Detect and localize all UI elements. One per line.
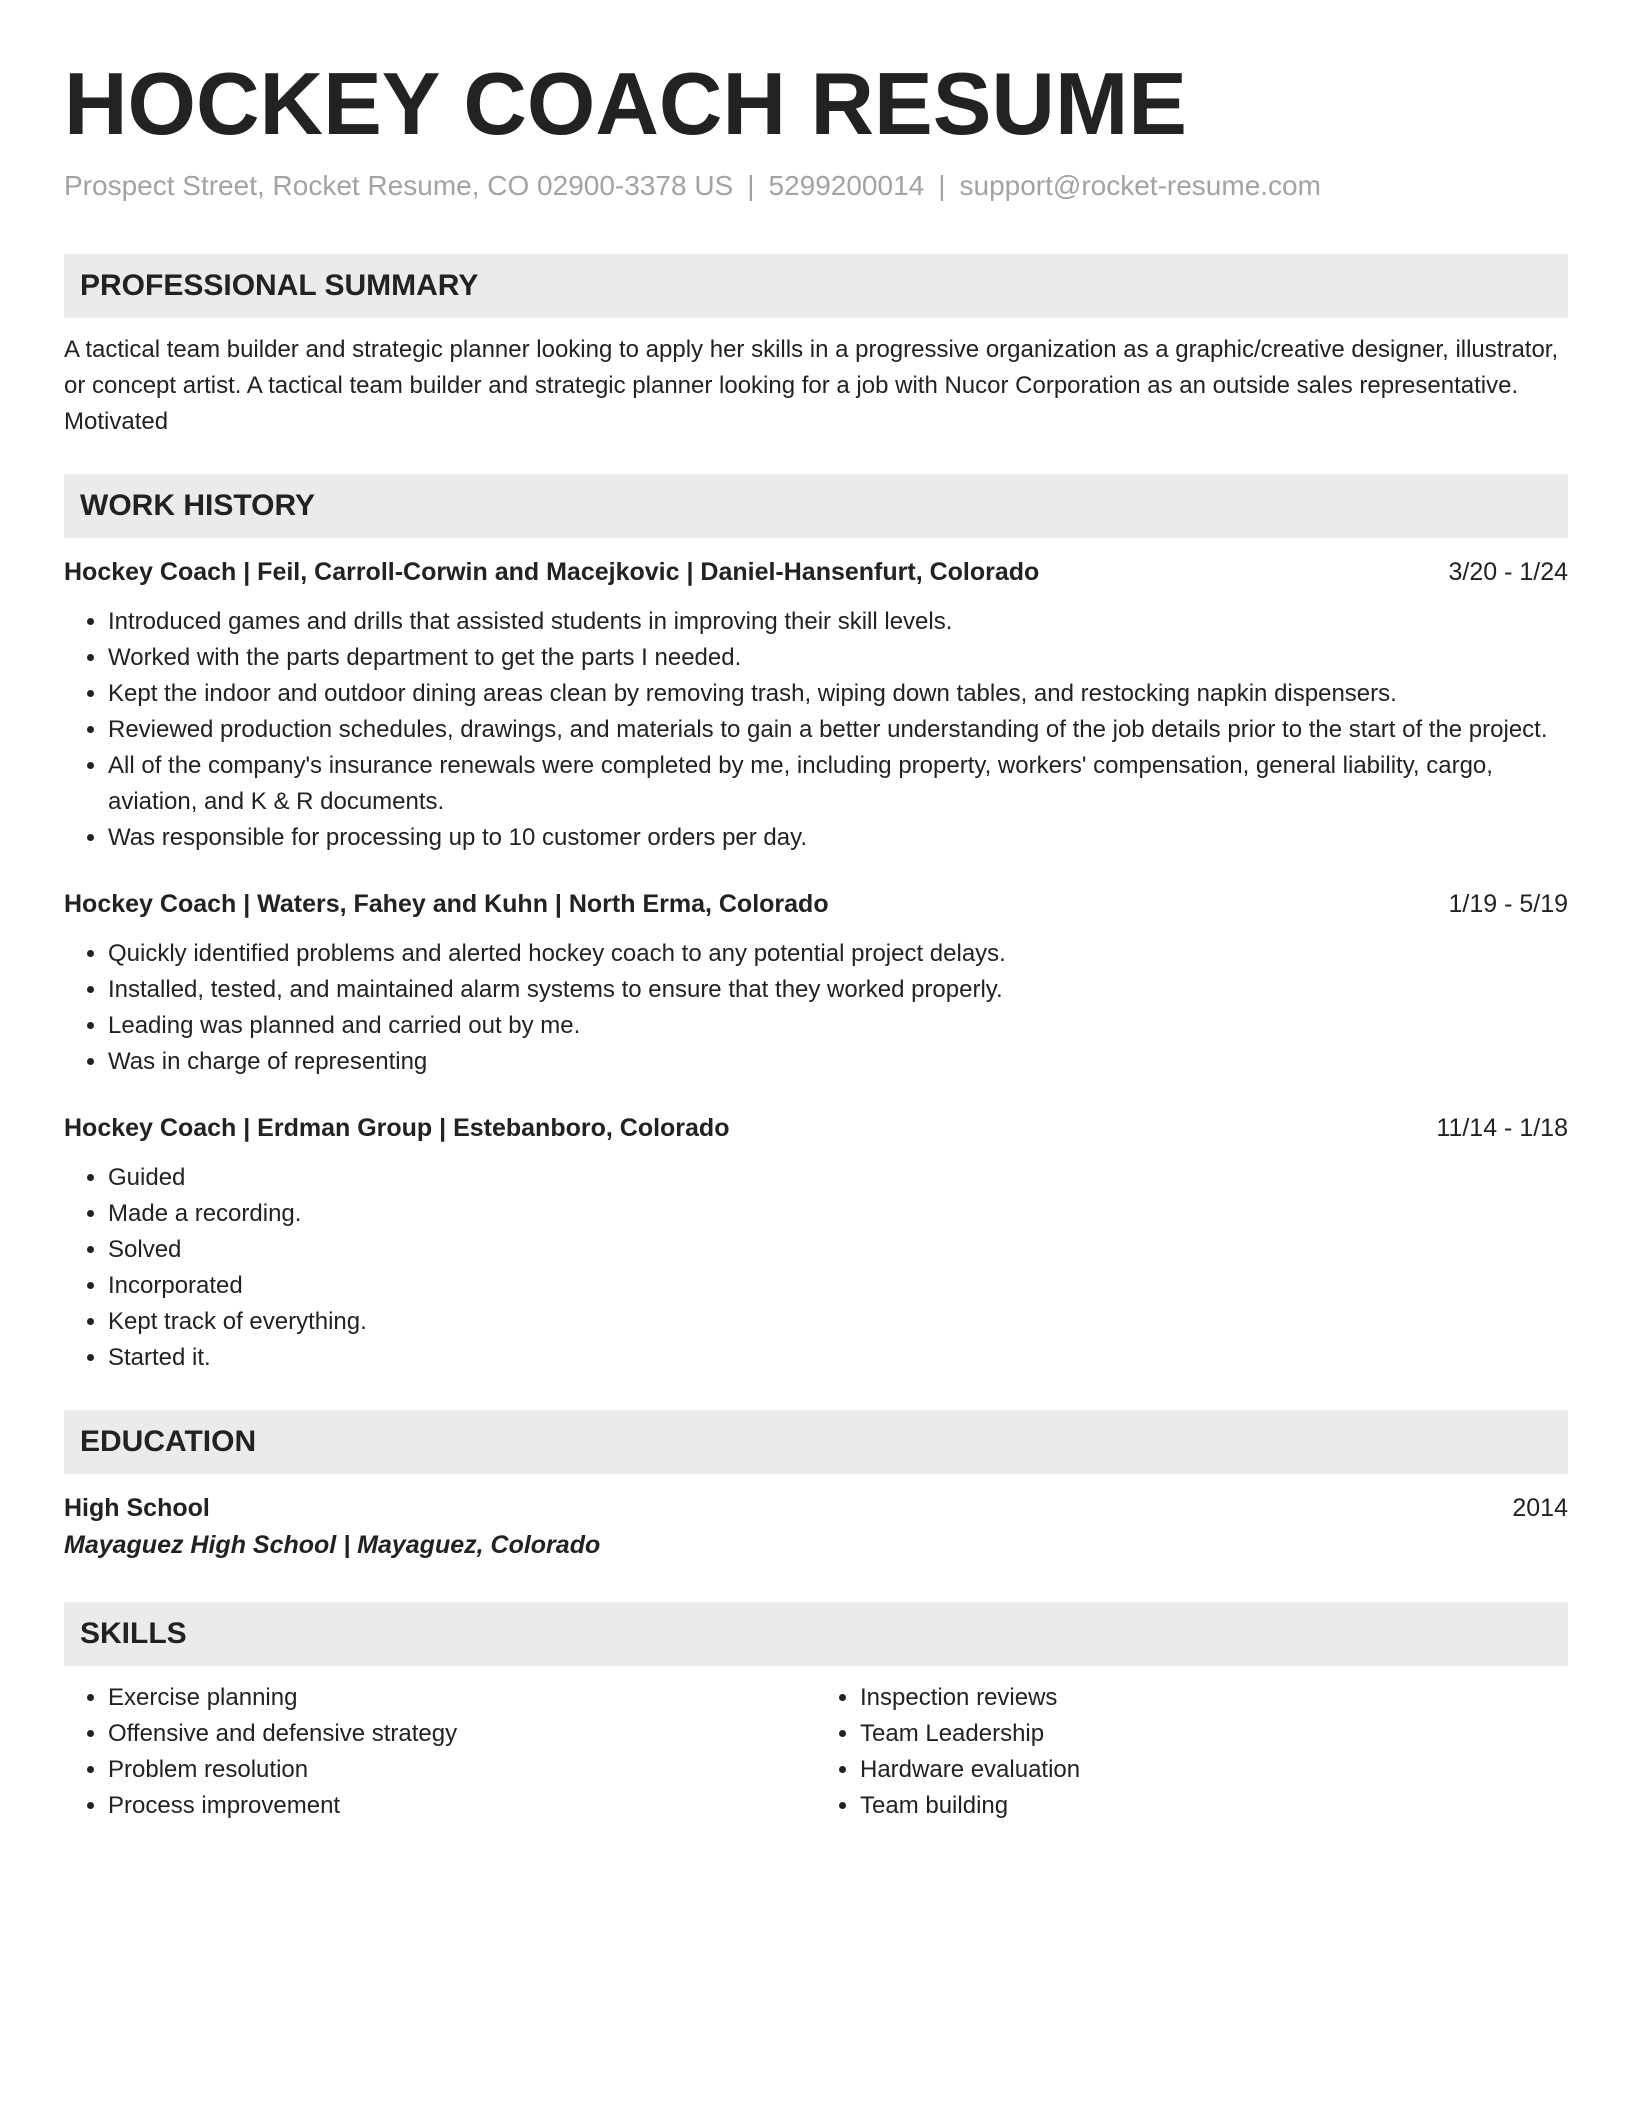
education-school: Mayaguez High School | Mayaguez, Colorado: [64, 1531, 601, 1559]
job-title: Hockey Coach | Feil, Carroll-Corwin and Macejkovic | Daniel-Hansenfurt, Colorado: [64, 558, 1040, 586]
skills-column-left: [64, 1680, 816, 1824]
skills-list: [64, 1680, 816, 1824]
job-bullet: • Kept the indoor and outdoor dining areas clean by removing trash, wiping down tables, and restocking napkin dispensers.: [108, 676, 1568, 712]
job-bullet: • Quickly identified problems and alerted hockey coach to any potential project delays.: [108, 936, 1568, 972]
contact-address: Prospect Street, Rocket Resume, CO 02900-3378 US: [64, 170, 734, 201]
job-title: Hockey Coach | Erdman Group | Estebanboro, Colorado: [64, 1114, 730, 1142]
skills-grid: [64, 1680, 1568, 1824]
job-bullet: • Worked with the parts department to get the parts I needed.: [108, 640, 1568, 676]
job-bullet: • Installed, tested, and maintained alarm systems to ensure that they worked properly.: [108, 972, 1568, 1008]
skill-item: • Process improvement: [108, 1788, 816, 1824]
skill-item: • Team Leadership: [860, 1716, 1568, 1752]
job-heading: [64, 886, 1568, 922]
skill-item: • Exercise planning: [108, 1680, 816, 1716]
job-entry: [64, 554, 1568, 856]
job-dates: 1/19 - 5/19: [1448, 890, 1568, 918]
education-year: 2014: [1512, 1494, 1568, 1522]
skill-item: • Team building: [860, 1788, 1568, 1824]
section-header-work-history: WORK HISTORY: [64, 474, 1568, 538]
job-bullet: • Made a recording.: [108, 1196, 1568, 1232]
section-header-summary: PROFESSIONAL SUMMARY: [64, 254, 1568, 318]
skills-list: [816, 1680, 1568, 1824]
skill-item: • Offensive and defensive strategy: [108, 1716, 816, 1752]
job-bullet: • Reviewed production schedules, drawings, and materials to gain a better understanding of the job details prior to the start of the project.: [108, 712, 1568, 748]
job-bullet: • Kept track of everything.: [108, 1304, 1568, 1340]
resume-title: HOCKEY COACH RESUME: [64, 54, 1187, 153]
job-dates: 11/14 - 1/18: [1436, 1114, 1568, 1142]
job-bullet: • Introduced games and drills that assisted students in improving their skill levels.: [108, 604, 1568, 640]
job-heading: [64, 1110, 1568, 1146]
job-bullets: [64, 936, 1568, 1080]
contact-phone: 5299200014: [768, 170, 925, 201]
contact-email: support@rocket-resume.com: [959, 170, 1321, 201]
job-title: Hockey Coach | Waters, Fahey and Kuhn | North Erma, Colorado: [64, 890, 829, 918]
job-bullets: [64, 604, 1568, 856]
education-degree: High School: [64, 1494, 210, 1522]
section-header-education: EDUCATION: [64, 1410, 1568, 1474]
job-bullets: [64, 1160, 1568, 1376]
contact-line: [64, 168, 1568, 204]
job-entry: [64, 1110, 1568, 1376]
contact-separator: |: [938, 170, 946, 201]
skill-item: • Problem resolution: [108, 1752, 816, 1788]
job-heading: [64, 554, 1568, 590]
skills-column-right: [816, 1680, 1568, 1824]
education-entry: [64, 1490, 1568, 1526]
section-header-skills: SKILLS: [64, 1602, 1568, 1666]
job-dates: 3/20 - 1/24: [1448, 558, 1568, 586]
job-bullet: • Leading was planned and carried out by me.: [108, 1008, 1568, 1044]
skill-item: • Inspection reviews: [860, 1680, 1568, 1716]
job-bullet: • Solved: [108, 1232, 1568, 1268]
summary-text: A tactical team builder and strategic planner looking to apply her skills in a progressive organization as a graphic/creative designer, illustrator, or concept artist. A tactical team builder and strategic planner looking for a job with Nucor Corporation as an outside sales representative. Motivated: [64, 336, 1559, 435]
job-bullet: • Guided: [108, 1160, 1568, 1196]
skill-item: • Hardware evaluation: [860, 1752, 1568, 1788]
job-bullet: • Was responsible for processing up to 10 customer orders per day.: [108, 820, 1568, 856]
job-bullet: • Was in charge of representing: [108, 1044, 1568, 1080]
job-entry: [64, 886, 1568, 1080]
contact-separator: |: [747, 170, 755, 201]
job-bullet: • All of the company's insurance renewals were completed by me, including property, workers' compensation, general liability, cargo, aviation, and K & R documents.: [108, 748, 1568, 820]
job-bullet: • Started it.: [108, 1340, 1568, 1376]
job-bullet: • Incorporated: [108, 1268, 1568, 1304]
